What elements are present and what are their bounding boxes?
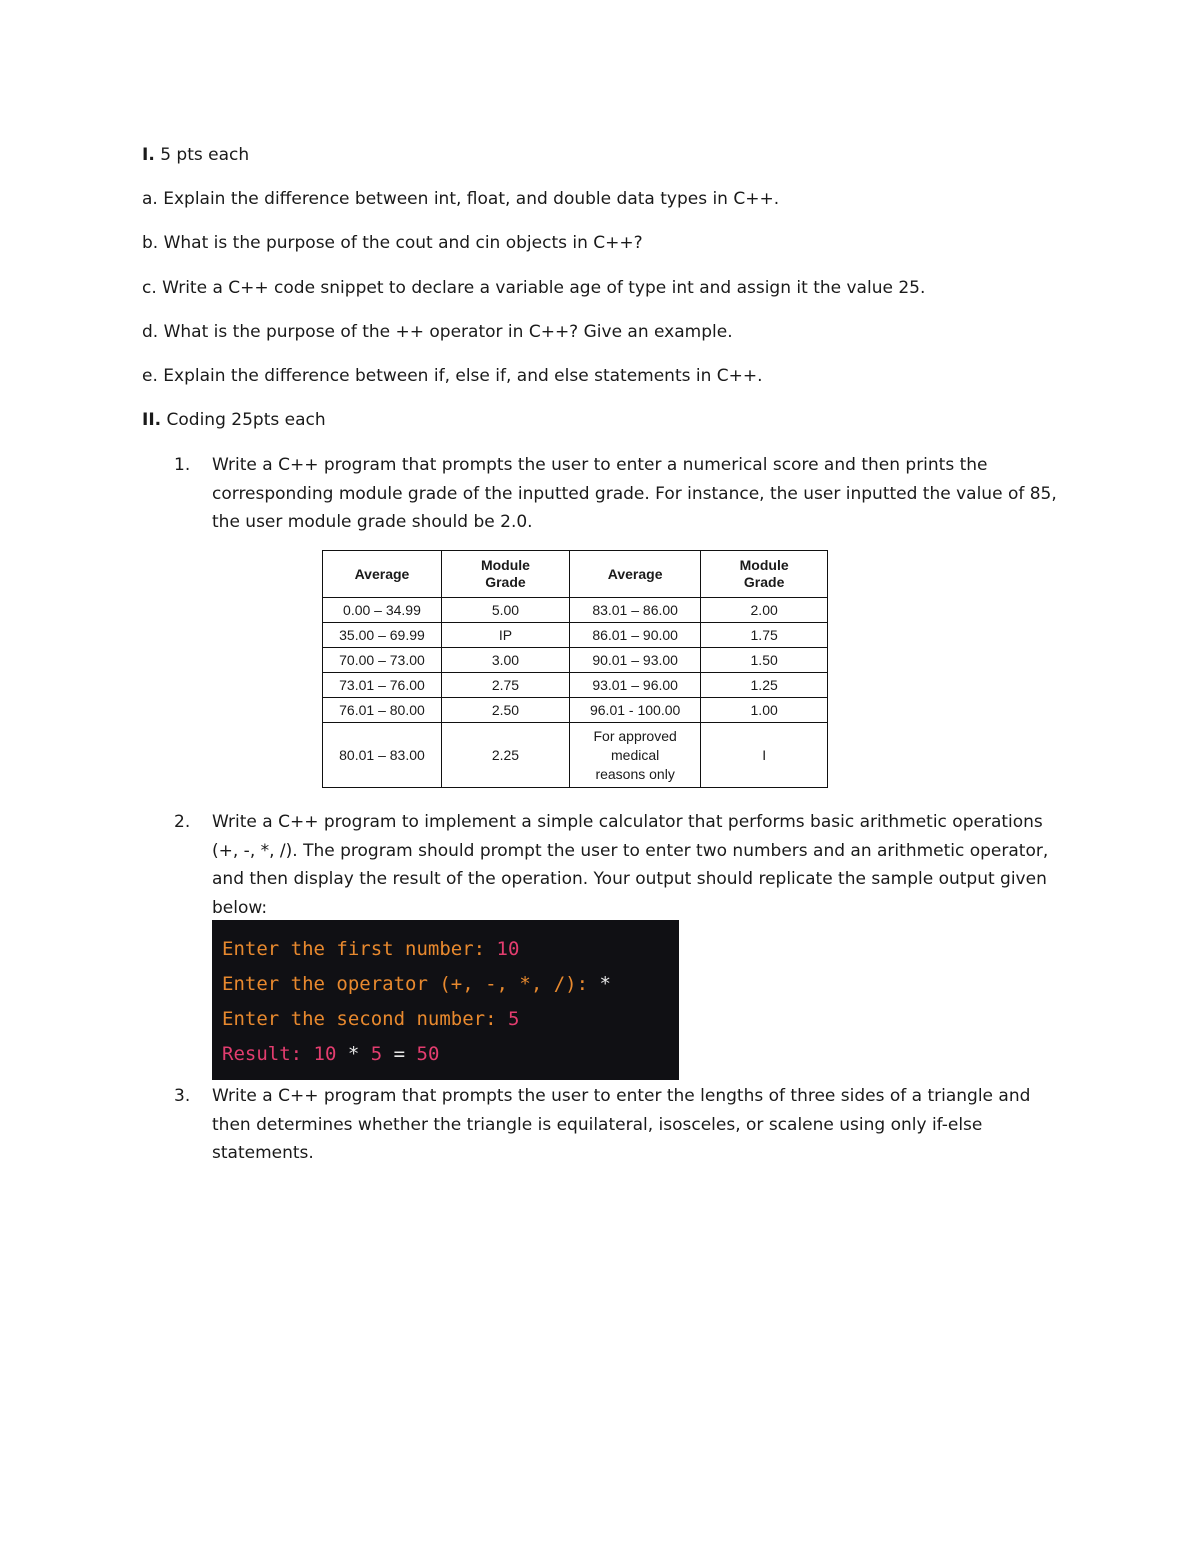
item-2-number: 2. xyxy=(174,812,191,832)
header-average-1: Average xyxy=(323,551,442,598)
terminal-prompt: Enter the first number: xyxy=(222,938,497,960)
table-row xyxy=(323,673,828,698)
table-row xyxy=(323,598,828,623)
grade-table xyxy=(322,550,828,788)
terminal-line-3 xyxy=(222,1008,519,1030)
header-module-grade-1: Module Grade xyxy=(441,551,569,598)
table-cell: 1.50 xyxy=(701,648,828,673)
section2-heading-text: Coding 25pts each xyxy=(161,410,326,430)
terminal-line-1 xyxy=(222,938,519,960)
section1-heading-label: I. xyxy=(142,145,155,165)
table-cell: 73.01 – 76.00 xyxy=(323,673,442,698)
table-cell: 1.00 xyxy=(701,698,828,723)
question-c: c. Write a C++ code snippet to declare a variable age of type int and assign it the value 25. xyxy=(142,278,926,298)
table-cell: For approved medical reasons only xyxy=(570,723,701,788)
table-cell: 5.00 xyxy=(441,598,569,623)
terminal-operand-a: 10 xyxy=(313,1043,337,1065)
sample-output-terminal xyxy=(212,920,679,1080)
terminal-operand-b: 5 xyxy=(370,1043,383,1065)
table-cell: 2.00 xyxy=(701,598,828,623)
question-a: a. Explain the difference between int, float, and double data types in C++. xyxy=(142,189,780,209)
table-cell: 35.00 – 69.99 xyxy=(323,623,442,648)
section2-heading xyxy=(142,410,326,430)
table-cell: 2.75 xyxy=(441,673,569,698)
table-cell: 96.01 - 100.00 xyxy=(570,698,701,723)
table-cell: 1.75 xyxy=(701,623,828,648)
terminal-prompt: Enter the operator (+, -, *, /): xyxy=(222,973,600,995)
question-e: e. Explain the difference between if, else if, and else statements in C++. xyxy=(142,366,763,386)
table-cell: 3.00 xyxy=(441,648,569,673)
table-cell: 76.01 – 80.00 xyxy=(323,698,442,723)
item-1-text: Write a C++ program that prompts the user to enter a numerical score and then prints the corresponding module grade of the inputted grade. For instance, the user inputted the value of 85, the user module grade should be 2.0. xyxy=(212,455,1057,532)
terminal-line-4 xyxy=(222,1043,439,1065)
table-row xyxy=(323,623,828,648)
table-cell: 0.00 – 34.99 xyxy=(323,598,442,623)
table-row xyxy=(323,723,828,788)
terminal-equals: = xyxy=(382,1043,417,1065)
terminal-result: 50 xyxy=(416,1043,440,1065)
table-cell: 90.01 – 93.00 xyxy=(570,648,701,673)
item-1-number: 1. xyxy=(174,455,191,475)
terminal-value: 10 xyxy=(496,938,520,960)
grade-table-header xyxy=(323,551,828,598)
table-cell: 70.00 – 73.00 xyxy=(323,648,442,673)
table-cell: 2.25 xyxy=(441,723,569,788)
header-average-2: Average xyxy=(570,551,701,598)
table-cell: 2.50 xyxy=(441,698,569,723)
table-cell: 1.25 xyxy=(701,673,828,698)
section2-heading-label: II. xyxy=(142,410,162,430)
table-cell: 93.01 – 96.00 xyxy=(570,673,701,698)
section1-heading xyxy=(142,145,249,165)
terminal-prompt: Enter the second number: xyxy=(222,1008,508,1030)
terminal-result-label: Result: xyxy=(222,1043,314,1065)
item-3-number: 3. xyxy=(174,1086,191,1106)
terminal-operator: * xyxy=(336,1043,371,1065)
item-2-text: Write a C++ program to implement a simple calculator that performs basic arithmetic operations (+, -, *, /). The program should prompt the user to enter two numbers and an arithmetic operator, and then display the result of the operation. Your output should replicate the sample output given below: xyxy=(212,812,1049,918)
table-cell: IP xyxy=(441,623,569,648)
question-d: d. What is the purpose of the ++ operator in C++? Give an example. xyxy=(142,322,733,342)
table-cell: 83.01 – 86.00 xyxy=(570,598,701,623)
item-3-text: Write a C++ program that prompts the user to enter the lengths of three sides of a triangle and then determines whether the triangle is equilateral, isosceles, or scalene using only if-else statements. xyxy=(212,1086,1031,1163)
terminal-value: * xyxy=(599,973,611,995)
section1-heading-text: 5 pts each xyxy=(154,145,250,165)
table-row xyxy=(323,698,828,723)
terminal-value: 5 xyxy=(507,1008,520,1030)
table-row xyxy=(323,648,828,673)
table-cell: 86.01 – 90.00 xyxy=(570,623,701,648)
table-cell: 80.01 – 83.00 xyxy=(323,723,442,788)
table-cell: I xyxy=(701,723,828,788)
terminal-line-2 xyxy=(222,973,611,995)
question-b: b. What is the purpose of the cout and cin objects in C++? xyxy=(142,233,643,253)
header-module-grade-2: Module Grade xyxy=(701,551,828,598)
